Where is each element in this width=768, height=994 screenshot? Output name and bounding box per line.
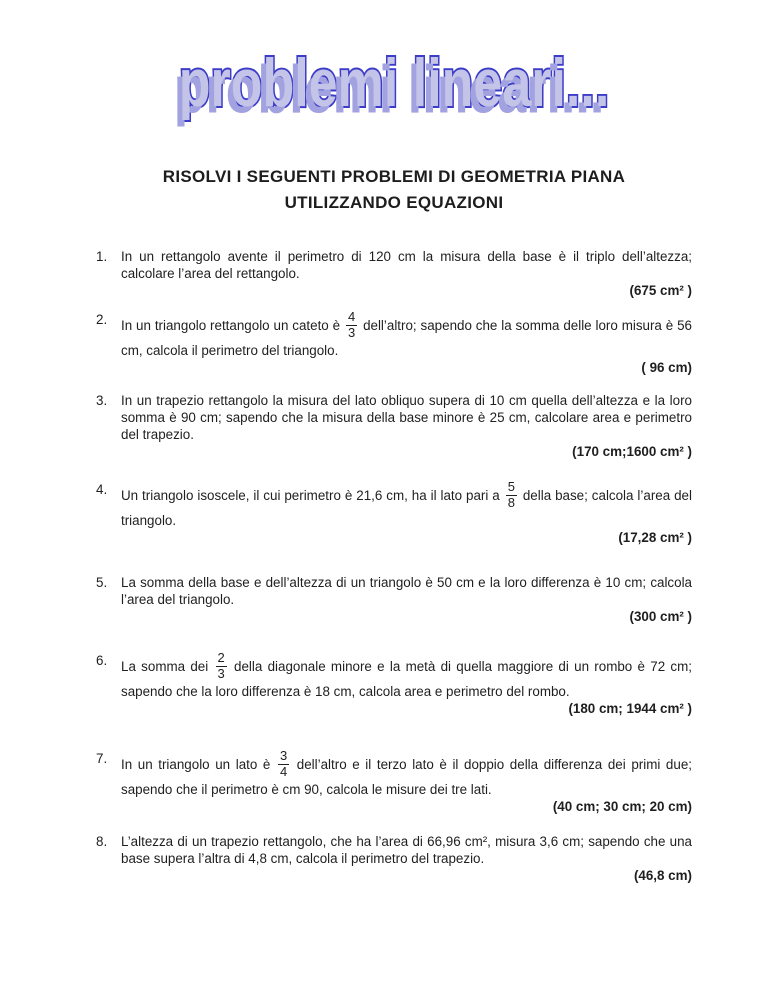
problem-text: In un trapezio rettangolo la misura del lato obliquo supera di 10 cm quella dell’altezza e la loro somma è 90 cm; sapendo che la misura della base minore è 25 cm, calcolare area e perimetro del trapezio. (121, 392, 692, 442)
problem-answer: (40 cm; 30 cm; 20 cm) (552, 798, 692, 814)
fraction (504, 480, 519, 511)
problem-item (96, 747, 692, 815)
problem-content (121, 833, 692, 884)
fraction (214, 651, 229, 682)
problem-list (96, 248, 692, 884)
subtitle-line-2: UTILIZZANDO EQUAZIONI (284, 192, 504, 212)
problem-answer: ( 96 cm) (641, 359, 692, 375)
problem-text: In un triangolo rettangolo un cateto è $\frac{4}{3}$ dell’altro; sapendo che la somma delle loro misura è 56 cm, calcola il perimetro del triangolo. (121, 309, 692, 358)
problem-content (121, 649, 692, 717)
problem-text: La somma della base e dell’altezza di un triangolo è 50 cm e la loro differenza è 10 cm; calcola l’area del triangolo. (121, 574, 692, 607)
problem-answer: (675 cm² ) (629, 283, 692, 298)
page-subtitle (96, 164, 692, 215)
problem-answer: (170 cm;1600 cm² ) (572, 443, 692, 459)
problem-answer: (17,28 cm² ) (618, 529, 692, 545)
problem-number: 8. (96, 833, 108, 849)
document-page (96, 0, 692, 884)
fraction-denominator: 3 (347, 324, 356, 340)
problem-text: L’altezza di un trapezio rettangolo, che ha l’area di 66,96 cm², misura 3,6 cm; sapendo che una base supera l’altra di 4,8 cm, calcola il perimetro del trapezio. (121, 833, 692, 866)
problem-content (121, 574, 692, 625)
fraction-numerator: 4 (347, 309, 356, 324)
title-container (96, 46, 692, 142)
problem-content (121, 747, 692, 815)
problem-text: In un triangolo un lato è $\frac{3}{4}$ dell’altro e il terzo lato è il doppio della differenza dei primi due; sapendo che il perimetro è cm 90, calcola le misure dei tre lati. (121, 747, 692, 797)
problem-number: 3. (96, 392, 108, 408)
fraction-denominator: 3 (217, 665, 225, 681)
problem-item (96, 574, 692, 625)
problem-content (121, 392, 692, 460)
problem-item (96, 478, 692, 546)
problem-item (96, 392, 692, 460)
problem-item (96, 311, 692, 376)
problem-number: 5. (96, 574, 108, 590)
problem-item (96, 248, 692, 299)
subtitle-line-1: RISOLVI I SEGUENTI PROBLEMI DI GEOMETRIA PIANA (162, 167, 626, 186)
problem-content (121, 311, 692, 376)
problem-text: La somma dei $\frac{2}{3}$ della diagonale minore e la metà di quella maggiore di un rombo è 72 cm; sapendo che la loro differenza è 18 cm, calcola area e perimetro del rombo. (121, 649, 692, 699)
fraction-denominator: 8 (507, 494, 515, 510)
problem-text: In un rettangolo avente il perimetro di 120 cm la misura della base è il triplo dell’altezza; calcolare l’area del rettangolo. (121, 249, 692, 281)
fraction-numerator: 3 (279, 747, 288, 763)
page-title: problemi lineari... (178, 46, 610, 122)
problem-number: 7. (96, 750, 108, 766)
fraction-numerator: 5 (507, 478, 515, 494)
problem-number: 2. (96, 312, 108, 327)
problem-item (96, 649, 692, 717)
problem-answer: (46,8 cm) (633, 867, 692, 883)
problem-content (121, 478, 692, 546)
problem-content (121, 248, 692, 299)
problem-number: 4. (96, 481, 108, 497)
problem-answer: (180 cm; 1944 cm² ) (568, 700, 692, 716)
fraction (344, 310, 359, 341)
fraction-numerator: 2 (217, 649, 225, 665)
problem-number: 1. (96, 249, 108, 264)
problem-number: 6. (96, 652, 108, 668)
problem-answer: (300 cm² ) (629, 608, 692, 624)
problem-item (96, 833, 692, 884)
fraction (276, 749, 291, 780)
problem-text: Un triangolo isoscele, il cui perimetro è 21,6 cm, ha il lato pari a $\frac{5}{8}$ della base; calcola l’area del triangolo. (121, 478, 692, 528)
fraction-denominator: 4 (279, 763, 288, 779)
